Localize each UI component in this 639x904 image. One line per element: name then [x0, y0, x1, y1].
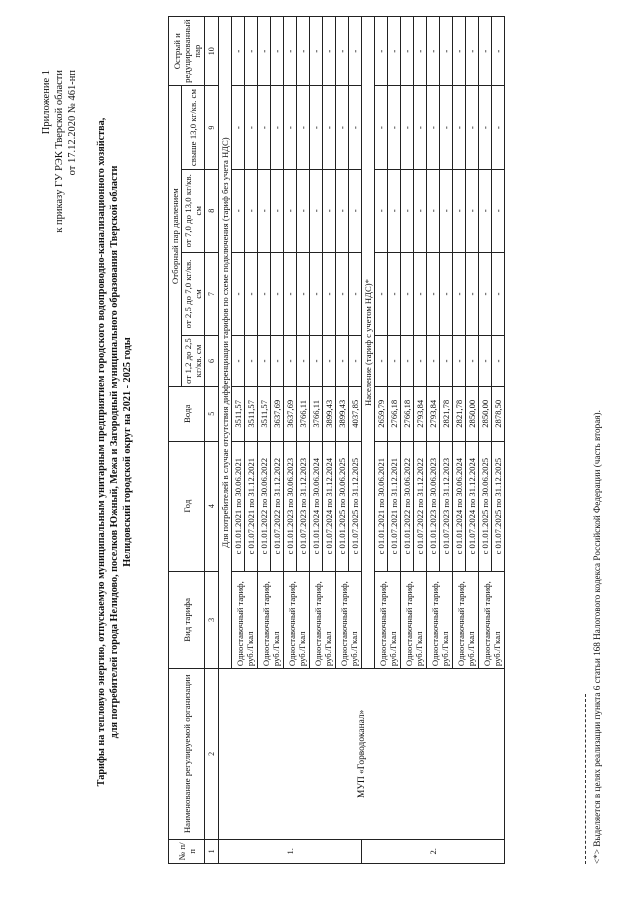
- empty-value: -: [284, 86, 297, 169]
- period: с 01.07.2022 по 31.12.2022: [414, 441, 427, 571]
- appendix-line: от 17.12.2020 № 461-нп: [67, 70, 78, 176]
- tariff-type: Одноставочный тариф, руб./Гкал: [479, 571, 505, 668]
- empty-value: -: [453, 336, 466, 387]
- empty-value: -: [479, 86, 492, 169]
- period: с 01.01.2021 по 30.06.2021: [375, 441, 388, 571]
- empty-value: -: [310, 86, 323, 169]
- empty-value: -: [375, 336, 388, 387]
- water-tariff: 2766,18: [388, 386, 401, 441]
- empty-value: -: [414, 17, 427, 86]
- header-org: Наименование регулируемой организации: [169, 669, 205, 840]
- empty-value: -: [401, 17, 414, 86]
- header-water: Вода: [169, 386, 205, 441]
- tariff-type: Одноставочный тариф, руб./Гкал: [453, 571, 479, 668]
- empty-value: -: [271, 169, 284, 252]
- period: с 01.01.2021 по 30.06.2021: [232, 441, 245, 571]
- empty-value: -: [401, 252, 414, 335]
- footnote-separator: [585, 694, 586, 864]
- water-tariff: 3766,11: [297, 386, 310, 441]
- empty-value: -: [336, 252, 349, 335]
- column-index: 3: [205, 571, 219, 668]
- period: с 01.01.2024 по 30.06.2024: [310, 441, 323, 571]
- period: с 01.01.2022 по 30.06.2022: [258, 441, 271, 571]
- column-index: 1: [205, 839, 219, 863]
- empty-value: -: [349, 336, 362, 387]
- period: с 01.01.2025 по 30.06.2025: [479, 441, 492, 571]
- empty-value: -: [401, 169, 414, 252]
- tariff-table-body: [219, 17, 505, 864]
- water-tariff: 3766,11: [310, 386, 323, 441]
- empty-value: -: [427, 252, 440, 335]
- empty-value: -: [336, 17, 349, 86]
- tariff-type: Одноставочный тариф, руб./Гкал: [375, 571, 401, 668]
- period: с 01.01.2022 по 30.06.2022: [401, 441, 414, 571]
- header-num: № п/п: [169, 839, 205, 863]
- empty-value: -: [388, 86, 401, 169]
- header-pressure-3: от 7,0 до 13,0 кг/кв. см: [182, 169, 205, 252]
- empty-value: -: [427, 86, 440, 169]
- header-sharp-steam: Острый и редуцированный пар: [169, 17, 205, 86]
- empty-value: -: [479, 336, 492, 387]
- appendix-line: к приказу ГУ РЭК Тверской области: [54, 70, 65, 233]
- empty-value: -: [414, 336, 427, 387]
- empty-value: -: [492, 336, 505, 387]
- empty-value: -: [232, 336, 245, 387]
- empty-value: -: [401, 86, 414, 169]
- empty-value: -: [349, 86, 362, 169]
- column-index: 8: [205, 169, 219, 252]
- water-tariff: 3511,57: [258, 386, 271, 441]
- empty-value: -: [297, 252, 310, 335]
- empty-value: -: [414, 169, 427, 252]
- period: с 01.07.2025 по 31.12.2025: [349, 441, 362, 571]
- empty-value: -: [284, 169, 297, 252]
- header-year: Год: [169, 441, 205, 571]
- empty-value: -: [297, 169, 310, 252]
- water-tariff: 2821,78: [440, 386, 453, 441]
- empty-value: -: [349, 169, 362, 252]
- header-steam-group: Отборный пар давлением: [169, 86, 182, 386]
- empty-value: -: [492, 86, 505, 169]
- title-line: для потребителей города Нелидово, поселков Южный, Межа и Загородный муниципального образования Тверской области: [109, 165, 120, 739]
- empty-value: -: [349, 252, 362, 335]
- tariff-type: Одноставочный тариф, руб./Гкал: [427, 571, 453, 668]
- water-tariff: 4037,85: [349, 386, 362, 441]
- empty-value: -: [375, 17, 388, 86]
- period: с 01.07.2023 по 31.12.2023: [297, 441, 310, 571]
- period: с 01.07.2023 по 31.12.2023: [440, 441, 453, 571]
- header-pressure-4: свыше 13,0 кг/кв. см: [182, 86, 205, 169]
- empty-value: -: [492, 252, 505, 335]
- empty-value: -: [336, 86, 349, 169]
- period: с 01.01.2023 по 30.06.2023: [427, 441, 440, 571]
- empty-value: -: [375, 169, 388, 252]
- tariff-type: Одноставочный тариф, руб./Гкал: [284, 571, 310, 668]
- appendix-line: Приложение 1: [41, 70, 52, 135]
- column-index: 6: [205, 336, 219, 387]
- empty-value: -: [479, 169, 492, 252]
- empty-value: -: [310, 252, 323, 335]
- empty-value: -: [375, 86, 388, 169]
- tariff-type: Одноставочный тариф, руб./Гкал: [336, 571, 362, 668]
- empty-value: -: [258, 169, 271, 252]
- empty-value: -: [232, 252, 245, 335]
- tariff-type: Одноставочный тариф, руб./Гкал: [232, 571, 258, 668]
- water-tariff: 2850,00: [479, 386, 492, 441]
- empty-value: -: [297, 86, 310, 169]
- period: с 01.07.2021 по 31.12.2021: [245, 441, 258, 571]
- section-heading: Население (тариф с учетом НДС)*: [362, 17, 375, 669]
- water-tariff: 3511,57: [232, 386, 245, 441]
- empty-value: -: [414, 86, 427, 169]
- empty-value: -: [245, 169, 258, 252]
- tariff-table: [168, 16, 505, 864]
- empty-value: -: [453, 169, 466, 252]
- water-tariff: 3899,43: [336, 386, 349, 441]
- empty-value: -: [232, 17, 245, 86]
- title-line: Тарифы на тепловую энергию, отпускаемую муниципальным унитарным предприятием городского водопроводно-канализационного хозяйства,: [96, 117, 107, 787]
- appendix-header: [40, 70, 79, 233]
- water-tariff: 2878,50: [492, 386, 505, 441]
- empty-value: -: [479, 17, 492, 86]
- empty-value: -: [388, 169, 401, 252]
- empty-value: -: [492, 17, 505, 86]
- empty-value: -: [232, 86, 245, 169]
- empty-value: -: [479, 252, 492, 335]
- tariff-type: Одноставочный тариф, руб./Гкал: [310, 571, 336, 668]
- empty-value: -: [284, 336, 297, 387]
- empty-value: -: [258, 336, 271, 387]
- water-tariff: 3637,69: [284, 386, 297, 441]
- water-tariff: 2659,79: [375, 386, 388, 441]
- water-tariff: 2821,78: [453, 386, 466, 441]
- header-pressure-1: от 1,2 до 2,5 кг/кв. см: [182, 336, 205, 387]
- empty-value: -: [453, 252, 466, 335]
- column-index: 4: [205, 441, 219, 571]
- empty-value: -: [427, 17, 440, 86]
- empty-value: -: [401, 336, 414, 387]
- empty-value: -: [453, 86, 466, 169]
- empty-value: -: [323, 336, 336, 387]
- title-line: Нелидовский городской округ на 2021 - 2025 годы: [122, 337, 133, 567]
- empty-value: -: [349, 17, 362, 86]
- tariff-type: Одноставочный тариф, руб./Гкал: [401, 571, 427, 668]
- empty-value: -: [258, 17, 271, 86]
- empty-value: -: [232, 169, 245, 252]
- water-tariff: 3511,57: [245, 386, 258, 441]
- empty-value: -: [466, 336, 479, 387]
- section-row: [219, 17, 232, 864]
- empty-value: -: [284, 17, 297, 86]
- empty-value: -: [310, 169, 323, 252]
- water-tariff: 2793,84: [427, 386, 440, 441]
- column-index-row: [205, 17, 219, 864]
- empty-value: -: [336, 336, 349, 387]
- period: с 01.01.2025 по 30.06.2025: [336, 441, 349, 571]
- column-index: 10: [205, 17, 219, 86]
- empty-value: -: [440, 252, 453, 335]
- empty-value: -: [323, 169, 336, 252]
- empty-value: -: [323, 86, 336, 169]
- empty-value: -: [453, 17, 466, 86]
- organization-name: МУП «Горводоканал»: [219, 669, 505, 840]
- empty-value: -: [414, 252, 427, 335]
- empty-value: -: [440, 86, 453, 169]
- empty-value: -: [297, 17, 310, 86]
- empty-value: -: [284, 252, 297, 335]
- column-index: 5: [205, 386, 219, 441]
- period: с 01.07.2024 по 31.12.2024: [323, 441, 336, 571]
- tariff-type: Одноставочный тариф, руб./Гкал: [258, 571, 284, 668]
- period: с 01.07.2025 по 31.12.2025: [492, 441, 505, 571]
- empty-value: -: [466, 86, 479, 169]
- period: с 01.07.2022 по 31.12.2022: [271, 441, 284, 571]
- empty-value: -: [466, 252, 479, 335]
- water-tariff: 2850,00: [466, 386, 479, 441]
- empty-value: -: [323, 252, 336, 335]
- empty-value: -: [440, 17, 453, 86]
- empty-value: -: [245, 252, 258, 335]
- empty-value: -: [271, 252, 284, 335]
- water-tariff: 3637,69: [271, 386, 284, 441]
- empty-value: -: [271, 336, 284, 387]
- empty-value: -: [427, 169, 440, 252]
- empty-value: -: [375, 252, 388, 335]
- empty-value: -: [388, 336, 401, 387]
- empty-value: -: [271, 17, 284, 86]
- empty-value: -: [245, 17, 258, 86]
- empty-value: -: [388, 17, 401, 86]
- empty-value: -: [440, 169, 453, 252]
- empty-value: -: [466, 169, 479, 252]
- empty-value: -: [258, 86, 271, 169]
- header-pressure-2: от 2,5 до 7,0 кг/кв. см: [182, 252, 205, 335]
- document-title: [95, 40, 134, 864]
- period: с 01.01.2023 по 30.06.2023: [284, 441, 297, 571]
- water-tariff: 2793,84: [414, 386, 427, 441]
- empty-value: -: [336, 169, 349, 252]
- row-number: 1.: [219, 839, 362, 863]
- footnote: <*> Выделяется в целях реализации пункта 6 статьи 168 Налогового кодекса Российской Федерации (часть вторая).: [592, 410, 602, 864]
- empty-value: -: [427, 336, 440, 387]
- empty-value: -: [492, 169, 505, 252]
- empty-value: -: [310, 336, 323, 387]
- empty-value: -: [271, 86, 284, 169]
- empty-value: -: [310, 17, 323, 86]
- period: с 01.07.2024 по 31.12.2024: [466, 441, 479, 571]
- section-heading: Для потребителей в случае отсутствия дифференциации тарифов по схеме подключения (тариф без учета НДС): [219, 17, 232, 669]
- empty-value: -: [440, 336, 453, 387]
- empty-value: -: [297, 336, 310, 387]
- empty-value: -: [258, 252, 271, 335]
- empty-value: -: [323, 17, 336, 86]
- water-tariff: 2766,18: [401, 386, 414, 441]
- column-index: 9: [205, 86, 219, 169]
- empty-value: -: [245, 86, 258, 169]
- column-index: 2: [205, 669, 219, 840]
- empty-value: -: [466, 17, 479, 86]
- period: с 01.01.2024 по 30.06.2024: [453, 441, 466, 571]
- empty-value: -: [388, 252, 401, 335]
- row-number: 2.: [362, 839, 505, 863]
- period: с 01.07.2021 по 31.12.2021: [388, 441, 401, 571]
- column-index: 7: [205, 252, 219, 335]
- water-tariff: 3899,43: [323, 386, 336, 441]
- empty-value: -: [245, 336, 258, 387]
- header-type: Вид тарифа: [169, 571, 205, 668]
